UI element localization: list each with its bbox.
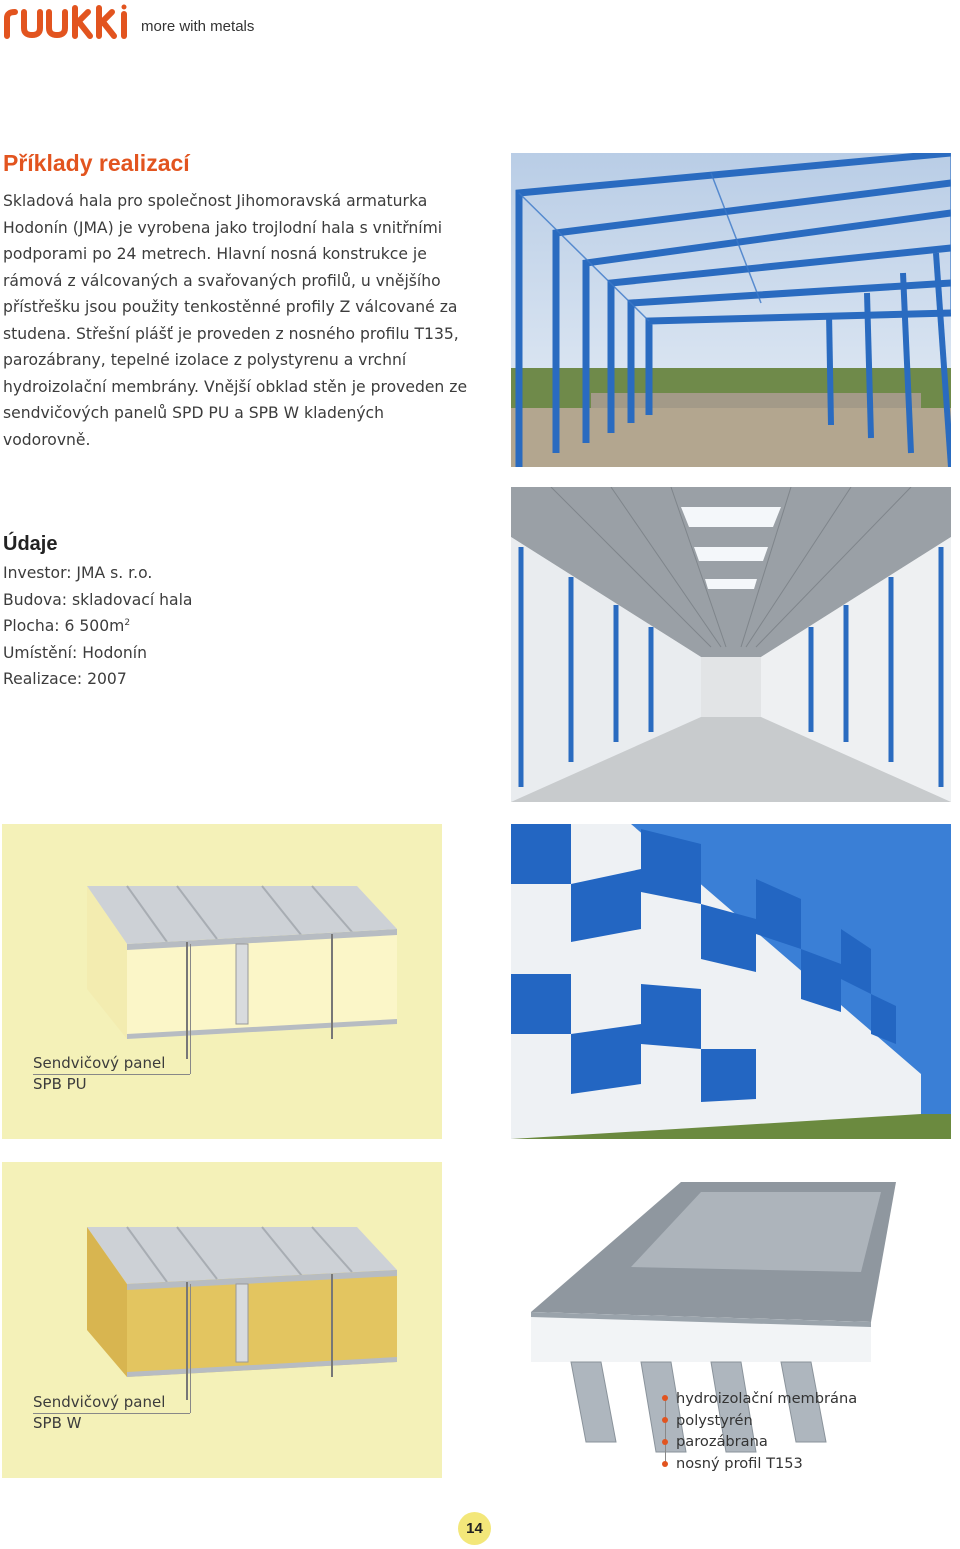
tagline: more with metals — [141, 18, 255, 35]
legend-dot-2 — [662, 1417, 668, 1423]
layer-polystyrene: polystyrén — [676, 1411, 753, 1429]
panel-spb-pu-diagram — [2, 824, 442, 1139]
fact-building: Budova: skladovací hala — [3, 590, 193, 609]
panel-pu-label — [33, 1053, 165, 1095]
legend-leader — [665, 1397, 666, 1463]
legend-dot-1 — [662, 1395, 668, 1401]
panel-pu-label-line2: SPB PU — [33, 1075, 87, 1093]
fact-area-text: Plocha: 6 500m — [3, 617, 125, 635]
panel-w-label — [33, 1392, 165, 1434]
fact-area-sup: 2 — [124, 617, 131, 628]
fact-year: Realizace: 2007 — [3, 670, 127, 688]
legend-dot-4 — [662, 1461, 668, 1467]
intro-text: Skladová hala pro společnost Jihomoravská armaturka Hodonín (JMA) je vyrobena jako trojlodní hala s vnitřními podporami po 24 metrech. Hlavní nosná konstrukce je rámová z válcovaných a svařovaných profilů, u vnějšího přístřešku jsou použity tenkostěnné profily Z válcované za studena. Střešní plášť je proveden z nosného profilu T135, parozábrany, tepelné izolace z polystyrenu a vrchní hydroizolační membrány. Vnější obklad stěn je proveden ze sendvičových panelů SPD PU a SPB W kladených vodorovně. — [3, 192, 468, 449]
page-number: 14 — [458, 1512, 491, 1545]
photo-hall-interior — [511, 487, 951, 802]
facts-heading: Údaje — [3, 533, 58, 555]
roof-layers-legend — [676, 1388, 857, 1475]
panel-w-label-line1: Sendvičový panel — [33, 1393, 166, 1411]
fact-investor: Investor: JMA s. r.o. — [3, 564, 153, 582]
panel-w-leader-v — [190, 1284, 191, 1413]
facts-list — [3, 560, 192, 693]
panel-spb-w-diagram — [2, 1162, 442, 1478]
layer-membrane: hydroizolační membrána — [676, 1390, 858, 1407]
legend-dot-3 — [662, 1439, 668, 1445]
layer-load-profile: nosný profil T153 — [676, 1455, 803, 1473]
photo-steel-frame — [511, 153, 951, 467]
layer-vapour-barrier: parozábrana — [676, 1433, 768, 1451]
page-title: Příklady realizací — [3, 150, 190, 176]
fact-area — [3, 613, 192, 640]
panel-pu-leader-v — [190, 944, 191, 1074]
fact-location: Umístění: Hodonín — [3, 643, 147, 662]
ruukki-logo — [2, 4, 132, 40]
panel-pu-label-line1: Sendvičový panel — [33, 1054, 166, 1072]
panel-w-label-line2: SPB W — [33, 1414, 82, 1432]
photo-facade — [511, 824, 951, 1139]
intro-paragraph — [3, 188, 473, 453]
